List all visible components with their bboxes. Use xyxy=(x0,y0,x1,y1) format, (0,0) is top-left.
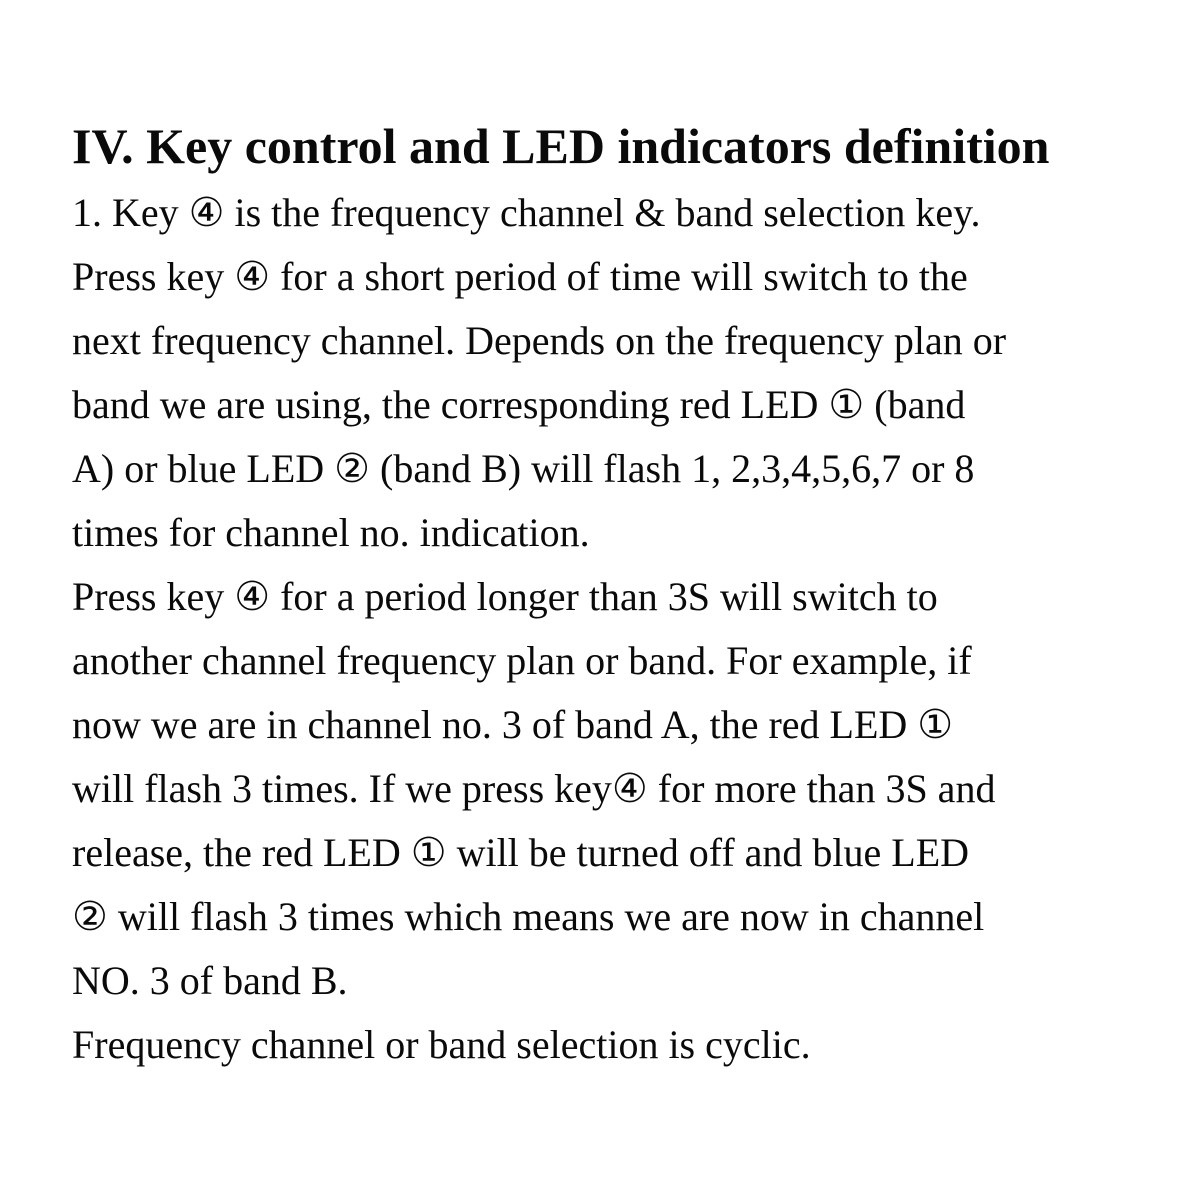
text-line-7: Press key ④ for a period longer than 3S will switch to xyxy=(72,574,938,619)
text-line-3: next frequency channel. Depends on the frequency plan or xyxy=(72,318,1007,363)
section-heading: IV. Key control and LED indicators definition xyxy=(72,118,1050,174)
text-line-13: NO. 3 of band B. xyxy=(72,958,348,1003)
text-line-2: Press key ④ for a short period of time will switch to the xyxy=(72,254,968,299)
text-line-10: will flash 3 times. If we press key④ for more than 3S and xyxy=(72,766,996,811)
text-line-6: times for channel no. indication. xyxy=(72,510,590,555)
text-line-5: A) or blue LED ② (band B) will flash 1, 2,3,4,5,6,7 or 8 xyxy=(72,446,975,491)
text-line-8: another channel frequency plan or band. For example, if xyxy=(72,638,972,683)
text-line-4: band we are using, the corresponding red LED ① (band xyxy=(72,382,966,427)
text-line-11: release, the red LED ① will be turned off and blue LED xyxy=(72,830,970,875)
text-line-9: now we are in channel no. 3 of band A, the red LED ① xyxy=(72,702,954,747)
text-line-14: Frequency channel or band selection is cyclic. xyxy=(72,1022,811,1067)
text-line-12: ② will flash 3 times which means we are now in channel xyxy=(72,894,985,939)
text-line-1: 1. Key ④ is the frequency channel & band selection key. xyxy=(72,190,981,235)
